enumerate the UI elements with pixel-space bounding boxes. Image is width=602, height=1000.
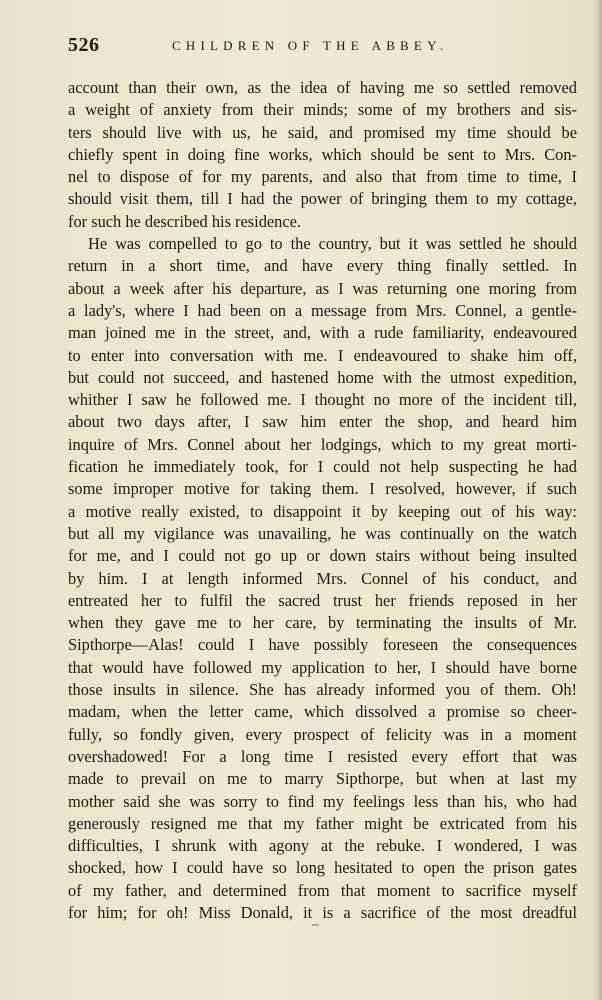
text-line: a lady's, where I had been on a message from Mrs. Connel, a gentle- (68, 300, 577, 320)
running-title: CHILDREN OF THE ABBEY. (172, 38, 449, 53)
text-line: fully, so fondly given, every prospect of felicity was in a moment (68, 724, 577, 744)
text-line: shocked, how I could have so long hesitated to open the prison gates (68, 858, 577, 878)
ink-mark (312, 924, 319, 926)
text-line: about two days after, I saw him enter the shop, and heard him (68, 412, 577, 432)
text-line: whither I saw he followed me. I thought no more of the incident till, (68, 390, 577, 410)
text-line: overshadowed! For a long time I resisted every effort that was (68, 746, 577, 766)
text-line: man joined me in the street, and, with a rude familiarity, endeavoured (68, 323, 577, 343)
text-line: for such he described his residence. (68, 211, 302, 231)
text-line: mother said she was sorry to find my feelings less than his, who had (68, 791, 577, 811)
text-line: made to prevail on me to marry Sipthorpe, but when at last my (68, 769, 577, 789)
page-header (68, 34, 577, 58)
text-line: He was compelled to go to the country, but it was settled he should (88, 234, 577, 254)
text-line: Sipthorpe—Alas! could I have possibly foreseen the consequences (68, 635, 577, 655)
text-line: ters should live with us, he said, and promised my time should be (68, 122, 577, 142)
text-line: difficulties, I shrunk with agony at the rebuke. I wondered, I was (68, 836, 577, 856)
text-line: about a week after his departure, as I was returning one moring from (68, 278, 577, 298)
text-line: inquire of Mrs. Connel about her lodgings, which to my great morti- (68, 434, 577, 454)
text-line: those insults in silence. She has already informed you of them. Oh! (68, 680, 577, 700)
text-line: entreated her to fulfil the sacred trust her friends reposed in her (68, 590, 577, 610)
text-line: some improper motive for taking them. I resolved, however, if such (68, 479, 577, 499)
text-line: fication he immediately took, for I could not help suspecting he had (68, 457, 577, 477)
text-line: nel to dispose of for my parents, and also that from time to time, I (68, 167, 577, 187)
page-number: 526 (68, 34, 100, 56)
text-line: chiefly spent in doing fine works, which should be sent to Mrs. Con- (68, 144, 577, 164)
text-line: should visit them, till I had the power of bringing them to my cottage, (68, 189, 577, 209)
text-line: when they gave me to her care, by terminating the insults of Mr. (68, 613, 577, 633)
text-line: but could not succeed, and hastened home with the utmost expedition, (68, 367, 577, 387)
text-line: but all my vigilance was unavailing, he was continually on the watch (68, 523, 577, 543)
text-line: generously resigned me that my father might be extricated from his (68, 813, 577, 833)
text-line: by him. I at length informed Mrs. Connel of his conduct, and (68, 568, 577, 588)
text-line: to enter into conversation with me. I endeavoured to shake him off, (68, 345, 577, 365)
body-text (68, 77, 577, 924)
text-line: a motive really existed, to disappoint it by keeping out of his way: (68, 501, 577, 521)
text-line: madam, when the letter came, which dissolved a promise so cheer- (68, 702, 577, 722)
text-line: for him; for oh! Miss Donald, it is a sacrifice of the most dreadful (68, 902, 577, 922)
page-edge-shadow (593, 0, 602, 1000)
text-line: of my father, and determined from that moment to sacrifice myself (68, 880, 577, 900)
text-line: return in a short time, and have every thing finally settled. In (68, 256, 577, 276)
text-line: that would have followed my application to her, I should have borne (68, 657, 577, 677)
text-line: account than their own, as the idea of having me so settled removed (68, 78, 577, 97)
text-line: for me, and I could not go up or down stairs without being insulted (68, 546, 577, 566)
text-line: a weight of anxiety from their minds; some of my brothers and sis- (68, 100, 577, 120)
